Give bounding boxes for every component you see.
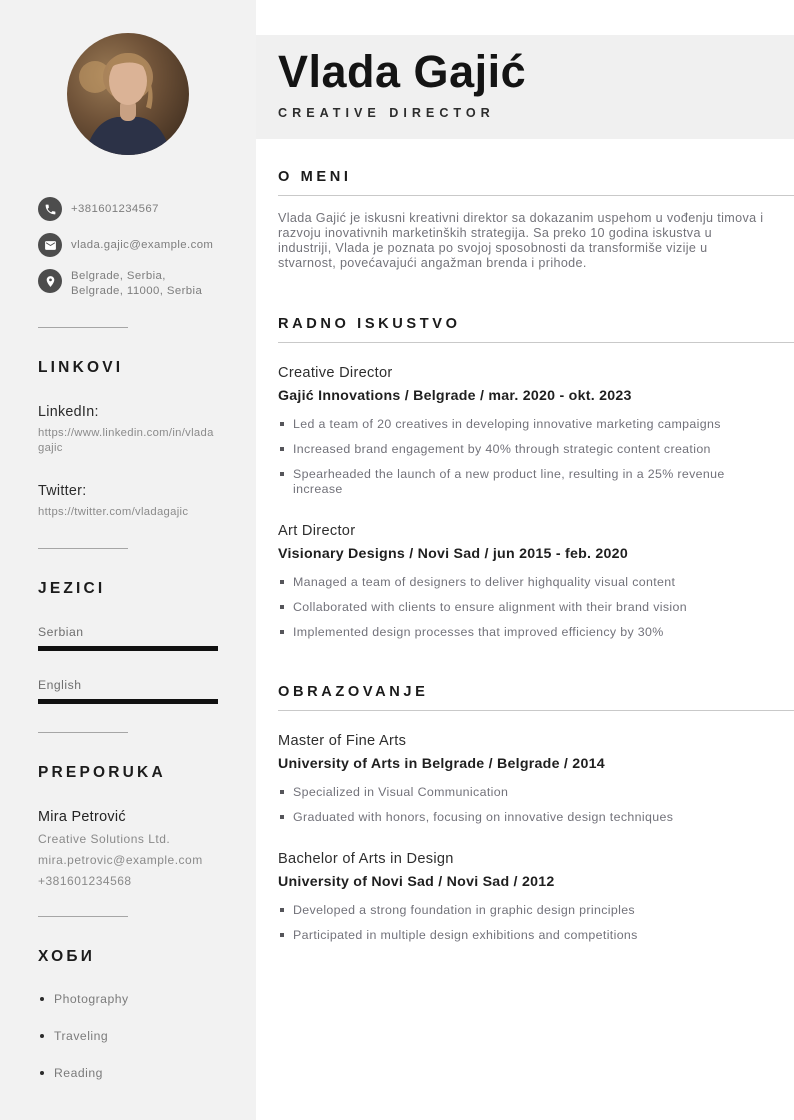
sidebar-divider	[38, 916, 128, 917]
education-entry	[278, 851, 768, 943]
about-heading: O MENI	[278, 168, 352, 185]
language-name: Serbian	[38, 625, 84, 639]
language-name: English	[38, 678, 82, 692]
contact-email	[38, 233, 218, 257]
link-item-linkedin	[38, 404, 218, 456]
profile-photo	[67, 33, 189, 155]
about-text: Vlada Gajić je iskusni kreativni direktor sa dokazanim uspehom u vođenju timova i razvoju inovativnih marketinških strategija. Sa preko 10 godina iskustva u industriji, Vlada je poznata po svojoj sposobnosti da transformiše vizije u stvarnost, povećavajući angažman brenda i prihode.	[278, 210, 764, 271]
bullet-item: Spearheaded the launch of a new product line, resulting in a 25% revenue increase	[278, 467, 768, 497]
sidebar	[0, 0, 256, 1120]
entry-role: Art Director	[278, 522, 356, 539]
link-label: LinkedIn:	[38, 404, 99, 420]
entry-bullets	[278, 575, 768, 640]
location-line-2: Belgrade, 11000, Serbia	[71, 285, 203, 297]
link-url[interactable]: https://twitter.com/vladagajic	[38, 506, 189, 518]
person-job-title: CREATIVE DIRECTOR	[278, 105, 495, 120]
contact-location	[38, 269, 218, 299]
bullet-item: Collaborated with clients to ensure alignment with their brand vision	[278, 600, 768, 615]
reference-phone: +381601234568	[38, 874, 132, 888]
language-item	[38, 625, 218, 651]
languages-heading: JEZICI	[38, 580, 106, 597]
experience-entry	[278, 523, 768, 640]
hobby-list	[38, 992, 218, 1080]
sidebar-divider	[38, 548, 128, 549]
entry-degree: Master of Fine Arts	[278, 732, 407, 749]
entry-bullets	[278, 903, 768, 943]
reference-heading: PREPORUKA	[38, 764, 166, 781]
link-item-twitter	[38, 483, 218, 520]
entry-bullets	[278, 417, 768, 497]
education-heading: OBRAZOVANJE	[278, 683, 429, 700]
sidebar-divider	[38, 327, 128, 328]
person-name: Vlada Gajić	[278, 46, 527, 97]
entry-role: Creative Director	[278, 364, 393, 381]
hobby-item: Photography	[38, 992, 218, 1006]
portrait-illustration	[67, 33, 189, 155]
section-rule	[278, 342, 794, 343]
entry-meta: University of Novi Sad / Novi Sad / 2012	[278, 873, 555, 890]
language-level-bar	[38, 646, 218, 651]
contact-phone	[38, 197, 218, 221]
bullet-item: Managed a team of designers to deliver highquality visual content	[278, 575, 768, 590]
location-pin-icon	[38, 269, 62, 293]
reference-email: mira.petrovic@example.com	[38, 853, 203, 867]
experience-entry	[278, 365, 768, 497]
bullet-item: Implemented design processes that improved efficiency by 30%	[278, 625, 768, 640]
language-level-bar	[38, 699, 218, 704]
experience-section	[278, 316, 768, 640]
location-line-1: Belgrade, Serbia,	[71, 270, 166, 282]
links-heading: LINKOVI	[38, 359, 124, 376]
hobby-item: Traveling	[38, 1029, 218, 1043]
entry-meta: Visionary Designs / Novi Sad / jun 2015 - feb. 2020	[278, 545, 628, 562]
about-section	[278, 169, 768, 272]
bullet-item: Graduated with honors, focusing on innovative design techniques	[278, 810, 768, 825]
experience-heading: RADNO ISKUSTVO	[278, 315, 461, 332]
entry-bullets	[278, 785, 768, 825]
education-entry	[278, 733, 768, 825]
link-url[interactable]: https://www.linkedin.com/in/vladagajic	[38, 427, 214, 454]
hobbies-heading: ХОБИ	[38, 948, 96, 965]
link-label: Twitter:	[38, 483, 87, 499]
bullet-item: Developed a strong foundation in graphic design principles	[278, 903, 768, 918]
bullet-item: Led a team of 20 creatives in developing innovative marketing campaigns	[278, 417, 768, 432]
header-band	[256, 35, 794, 139]
contact-phone-text: +381601234567	[71, 202, 159, 215]
reference-card	[38, 809, 218, 888]
reference-name: Mira Petrović	[38, 809, 126, 825]
entry-meta: University of Arts in Belgrade / Belgrade / 2014	[278, 755, 605, 772]
contact-email-text: vlada.gajic@example.com	[71, 238, 214, 251]
main-content	[256, 0, 794, 1120]
sidebar-divider	[38, 732, 128, 733]
mail-icon	[38, 233, 62, 257]
section-rule	[278, 710, 794, 711]
contact-section	[38, 197, 218, 299]
bullet-item: Increased brand engagement by 40% through strategic content creation	[278, 442, 768, 457]
reference-company: Creative Solutions Ltd.	[38, 832, 171, 846]
section-rule	[278, 195, 794, 196]
bullet-item: Participated in multiple design exhibitions and competitions	[278, 928, 768, 943]
entry-degree: Bachelor of Arts in Design	[278, 850, 454, 867]
hobby-item: Reading	[38, 1066, 218, 1080]
entry-meta: Gajić Innovations / Belgrade / mar. 2020 - okt. 2023	[278, 387, 632, 404]
contact-location-text	[71, 269, 202, 299]
education-section	[278, 684, 768, 943]
bullet-item: Specialized in Visual Communication	[278, 785, 768, 800]
language-item	[38, 678, 218, 704]
phone-icon	[38, 197, 62, 221]
